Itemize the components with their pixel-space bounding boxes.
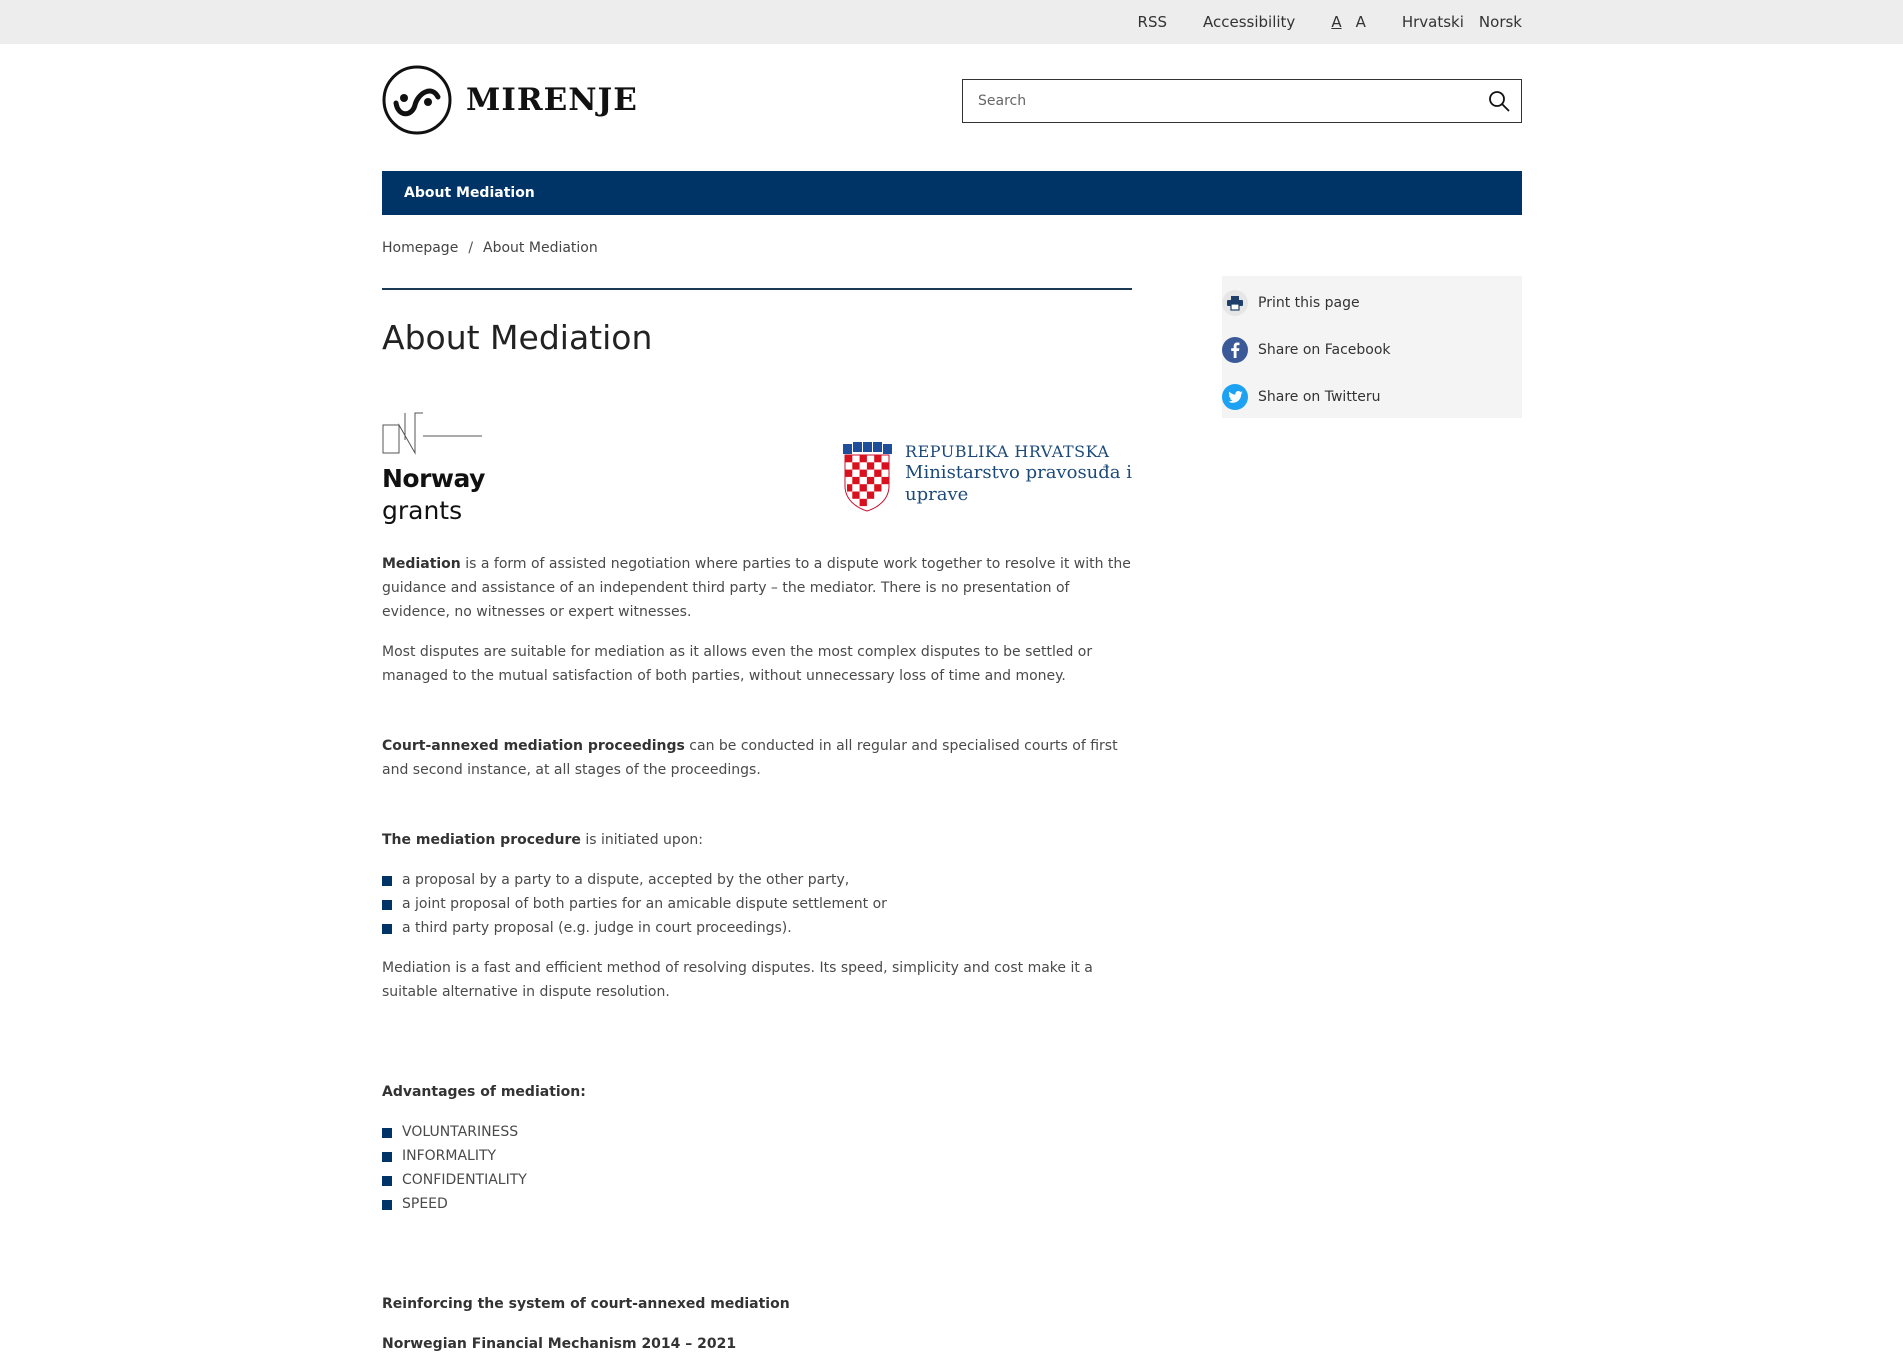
advantages-heading-text: Advantages of mediation: <box>382 1084 586 1100</box>
grants-word: grants <box>382 496 463 525</box>
search-icon <box>1488 90 1510 112</box>
site-logo[interactable] <box>382 64 638 136</box>
norway-word: Norway <box>382 464 485 493</box>
title-divider <box>382 288 1132 290</box>
bold-term-court-annexed: Court-annexed mediation proceedings <box>382 738 685 754</box>
reinforcing-heading-text: Reinforcing the system of court-annexed mediation <box>382 1296 790 1312</box>
paragraph-text: can be conducted in all regular and specialised courts of first and second instance, at all stages of the proceedings. <box>382 738 1118 778</box>
bold-term-mediation: Mediation <box>382 556 461 572</box>
norway-grants-logo <box>382 412 492 532</box>
print-page-button[interactable] <box>1222 290 1360 316</box>
accessibility-link[interactable]: Accessibility <box>1203 13 1296 31</box>
norway-grants-mark-icon <box>382 412 482 462</box>
share-twitter-label: Share on Twitteru <box>1258 389 1381 405</box>
main-navigation <box>382 171 1522 215</box>
top-utility-bar <box>0 0 1903 44</box>
paragraph-text: is initiated upon: <box>580 832 703 848</box>
rss-link[interactable]: RSS <box>1137 13 1167 31</box>
croatia-ministry-logo <box>841 442 1132 512</box>
font-size-large-link[interactable]: A <box>1355 13 1366 31</box>
list-item: a proposal by a party to a dispute, accepted by the other party, <box>382 868 1132 892</box>
article-body <box>382 552 1132 1372</box>
breadcrumb-current: About Mediation <box>483 240 598 256</box>
language-norwegian-link[interactable]: Norsk <box>1478 13 1522 31</box>
search-button[interactable] <box>1477 80 1521 122</box>
nav-item-about-mediation[interactable]: About Mediation <box>404 185 535 201</box>
share-facebook-button[interactable] <box>1222 337 1391 363</box>
mechanism-heading <box>382 1332 1132 1356</box>
paragraph-suitability: Most disputes are suitable for mediation as it allows even the most complex disputes to be settled or managed to the mutual satisfaction of both parties, without unnecessary loss of time and money. <box>382 644 1093 684</box>
croatia-republic-line: REPUBLIKA HRVATSKA <box>905 442 1110 461</box>
paragraph-court-annexed <box>382 734 1132 782</box>
mirenje-logo-icon <box>382 65 452 135</box>
twitter-icon <box>1222 384 1248 410</box>
croatian-coat-of-arms-icon <box>841 442 893 512</box>
list-item: SPEED <box>382 1192 1132 1216</box>
list-item: a third party proposal (e.g. judge in court proceedings). <box>382 916 1132 940</box>
breadcrumb-home-link[interactable]: Homepage <box>382 240 459 256</box>
top-utility-links <box>1138 0 1522 44</box>
site-logo-text: MIRENJE <box>466 82 638 118</box>
mechanism-heading-text: Norwegian Financial Mechanism 2014 – 2021 <box>382 1336 737 1352</box>
croatia-ministry-line-2: uprave <box>905 484 969 505</box>
share-twitter-button[interactable] <box>1222 384 1381 410</box>
bold-term-procedure: The mediation procedure <box>382 832 581 848</box>
advantages-heading <box>382 1080 1132 1104</box>
search-input[interactable] <box>963 80 1477 122</box>
paragraph-text: is a form of assisted negotiation where parties to a dispute work together to resolve it with the guidance and assistance of an independent third party – the mediator. There is no presentation of evidence, no witnesses or expert witnesses. <box>382 556 1131 620</box>
language-croatian-link[interactable]: Hrvatski <box>1401 13 1464 31</box>
list-item: a joint proposal of both parties for an amicable dispute settlement or <box>382 892 1132 916</box>
advantages-list <box>382 1120 1132 1216</box>
procedure-list <box>382 868 1132 940</box>
list-item: INFORMALITY <box>382 1144 1132 1168</box>
reinforcing-heading <box>382 1292 1132 1316</box>
paragraph-procedure-intro <box>382 828 1132 852</box>
croatia-ministry-line: Ministarstvo pravosuđa i <box>905 462 1132 483</box>
list-item: CONFIDENTIALITY <box>382 1168 1132 1192</box>
facebook-icon <box>1222 337 1248 363</box>
share-panel <box>1222 276 1522 418</box>
print-page-label: Print this page <box>1258 295 1360 311</box>
print-icon <box>1222 290 1248 316</box>
breadcrumb-separator: / <box>468 240 474 256</box>
list-item: VOLUNTARINESS <box>382 1120 1132 1144</box>
breadcrumb <box>382 240 598 256</box>
croatia-ministry-text <box>905 442 1132 506</box>
font-size-normal-link[interactable]: A <box>1331 13 1342 31</box>
page-title: About Mediation <box>382 318 653 357</box>
paragraph-mediation-definition <box>382 552 1132 624</box>
paragraph-efficiency: Mediation is a fast and efficient method of resolving disputes. Its speed, simplicity and cost make it a suitable alternative in dispute resolution. <box>382 960 1093 1000</box>
partner-logos <box>382 412 1132 532</box>
share-facebook-label: Share on Facebook <box>1258 342 1391 358</box>
search-box <box>962 79 1522 123</box>
